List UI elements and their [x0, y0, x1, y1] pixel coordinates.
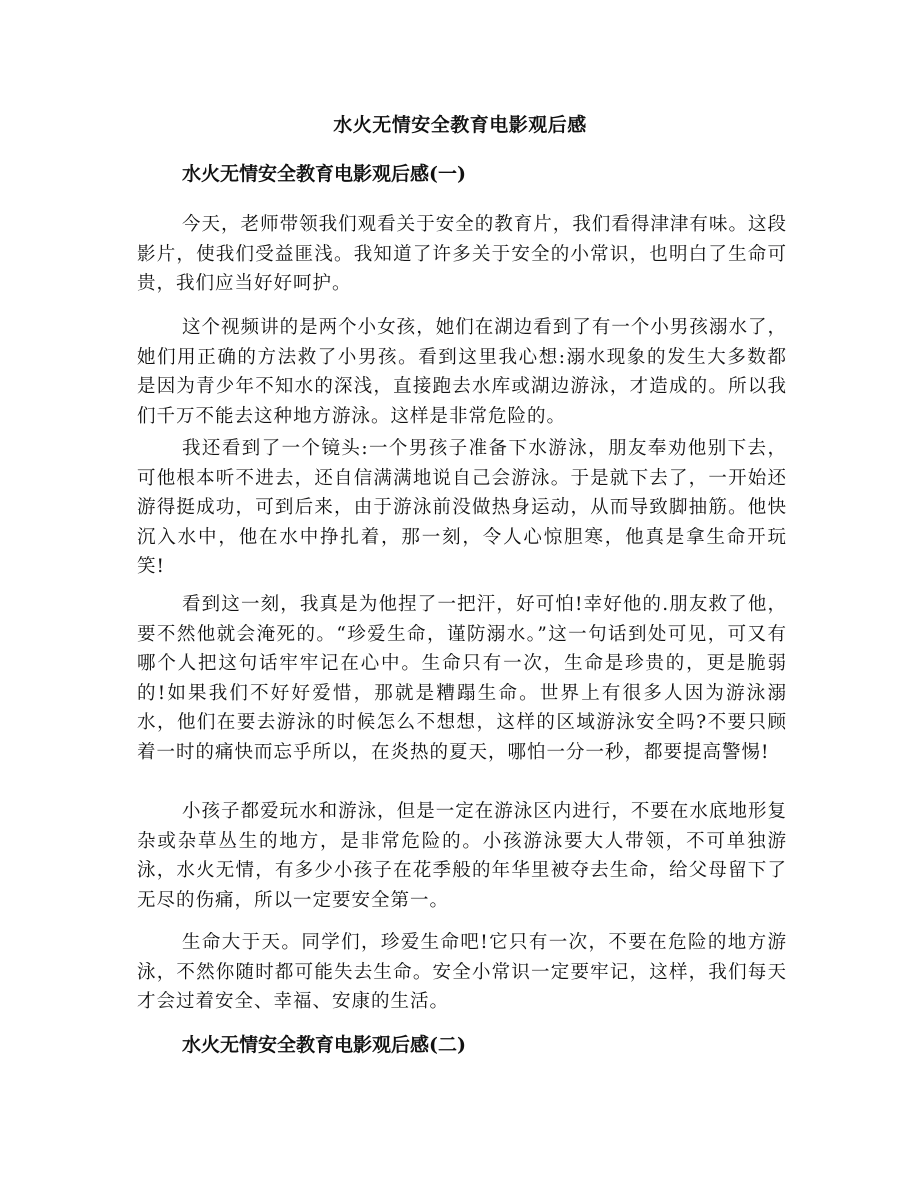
document-title: 水火无情安全教育电影观后感 [333, 114, 587, 136]
paragraph-2: 这个视频讲的是两个小女孩，她们在湖边看到了有一个小男孩溺水了，她们用正确的方法救了小男孩。看到这里我心想:溺水现象的发生大多数都是因为青少年不知水的深浅，直接跑去水库或湖边游泳，才造成的。所以我们千万不能去这种地方游泳。这样是非常危险的。 [137, 317, 787, 427]
paragraph-4: 看到这一刻，我真是为他捏了一把汗，好可怕!幸好他的.朋友救了他，要不然他就会淹死的。“珍爱生命，谨防溺水。”这一句话到处可见，可又有哪个人把这句话牢牢记在心中。生命只有一次，生命是珍贵的，更是脆弱的!如果我们不好好爱惜，那就是糟蹋生命。世界上有很多人因为游泳溺水，他们在要去游泳的时候怎么不想想，这样的区域游泳安全吗?不要只顾着一时的痛快而忘乎所以，在炎热的夏天，哪怕一分一秒，都要提高警惕! [137, 594, 787, 763]
section-heading-2: 水火无情安全教育电影观后感(二) [182, 1034, 466, 1056]
paragraph-1: 今天，老师带领我们观看关于安全的教育片，我们看得津津有味。这段影片，使我们受益匪浅。我知道了许多关于安全的小常识，也明白了生命可贵，我们应当好好呵护。 [137, 214, 787, 294]
paragraph-6: 生命大于天。同学们，珍爱生命吧!它只有一次，不要在危险的地方游泳，不然你随时都可能失去生命。安全小常识一定要牢记，这样，我们每天才会过着安全、幸福、安康的生活。 [137, 932, 787, 1012]
section-heading-1: 水火无情安全教育电影观后感(一) [182, 163, 466, 185]
paragraph-3: 我还看到了一个镜头:一个男孩子准备下水游泳，朋友奉劝他别下去，可他根本听不进去，还自信满满地说自己会游泳。于是就下去了，一开始还游得挺成功，可到后来，由于游泳前没做热身运动，从而导致脚抽筋。他快沉入水中，他在水中挣扎着，那一刻，令人心惊胆寒，他真是拿生命开玩笑! [137, 438, 787, 577]
paragraph-5: 小孩子都爱玩水和游泳，但是一定在游泳区内进行，不要在水底地形复杂或杂草丛生的地方，是非常危险的。小孩游泳要大人带领，不可单独游泳，水火无情，有多少小孩子在花季般的年华里被夺去生命，给父母留下了无尽的伤痛，所以一定要安全第一。 [137, 801, 787, 911]
